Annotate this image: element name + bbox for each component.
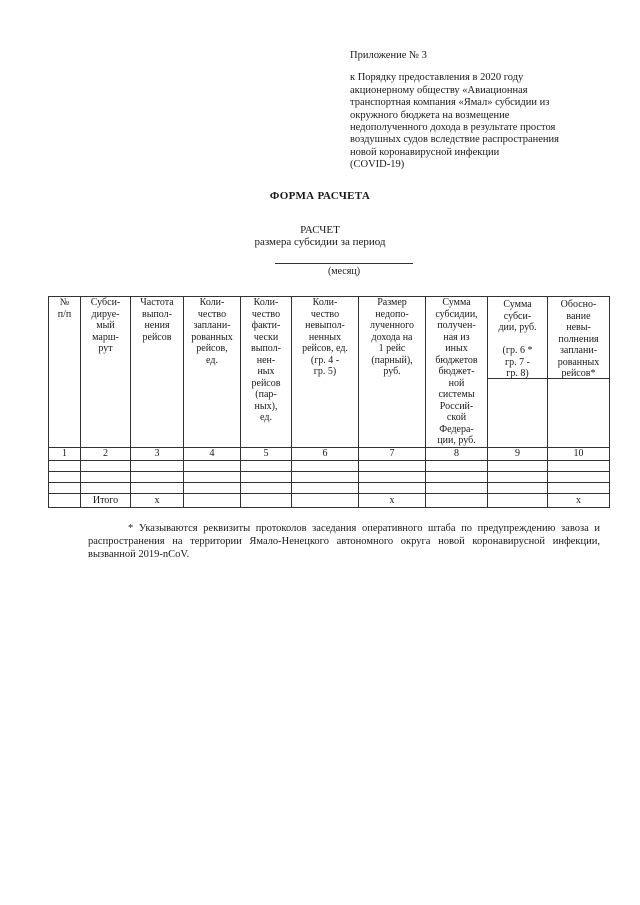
header-cell: Обосно- вание невы- полнения заплани- рованных рейсов* — [548, 297, 610, 448]
header-cell: № п/п — [49, 297, 81, 448]
table-row — [49, 461, 610, 472]
table-cell — [184, 461, 241, 472]
header-cell: Субси- дируе- мый марш- рут — [81, 297, 131, 448]
table-cell — [81, 461, 131, 472]
total-cell — [426, 494, 488, 508]
table-cell — [49, 461, 81, 472]
table-cell — [548, 472, 610, 483]
table-cell — [131, 461, 184, 472]
period-caption: (месяц) — [327, 266, 361, 277]
table-cell — [359, 483, 426, 494]
total-label: Итого — [81, 494, 131, 508]
table-cell — [184, 472, 241, 483]
total-cell — [184, 494, 241, 508]
table-row — [49, 483, 610, 494]
appendix-line: воздушных судов вследствие распространения — [350, 134, 559, 146]
appendix-line: (COVID-19) — [350, 159, 405, 171]
table-cell — [359, 461, 426, 472]
column-number: 6 — [292, 448, 359, 461]
table-cell — [49, 472, 81, 483]
table-cell — [488, 472, 548, 483]
column-number: 1 — [49, 448, 81, 461]
header-cell: Частота выпол- нения рейсов — [131, 297, 184, 448]
total-cell: х — [131, 494, 184, 508]
header-row — [49, 297, 610, 448]
total-cell — [292, 494, 359, 508]
total-cell — [488, 494, 548, 508]
appendix-line: акционерному обществу «Авиационная — [350, 84, 528, 96]
table-cell — [426, 461, 488, 472]
header-cell: Сумма субсидии, получен- ная из иных бюджетов бюджет- ной системы Россий- ской Федера- ции, руб. — [426, 297, 488, 448]
header-cell: Сумма субси- дии, руб. (гр. 6 * гр. 7 - гр. 8) — [488, 297, 548, 448]
table-cell — [81, 483, 131, 494]
appendix-block — [350, 50, 600, 172]
total-cell: х — [548, 494, 610, 508]
column-number: 5 — [241, 448, 292, 461]
appendix-line: окружного бюджета на возмещение — [350, 109, 510, 121]
table-cell — [184, 483, 241, 494]
table-cell — [49, 483, 81, 494]
table-cell — [131, 472, 184, 483]
appendix-line: транспортная компания «Ямал» субсидии из — [350, 97, 550, 109]
total-row — [49, 494, 610, 508]
table-row — [49, 472, 610, 483]
period-blank-line — [275, 263, 413, 264]
appendix-line: к Порядку предоставления в 2020 году — [350, 72, 524, 84]
total-cell: х — [359, 494, 426, 508]
table-cell — [548, 461, 610, 472]
total-cell — [241, 494, 292, 508]
appendix-line: новой коронавирусной инфекции — [350, 146, 500, 158]
appendix-line: недополученного дохода в результате простоя — [350, 122, 556, 134]
table-cell — [292, 472, 359, 483]
table-cell — [241, 483, 292, 494]
table-cell — [426, 483, 488, 494]
form-title: ФОРМА РАСЧЕТА — [269, 190, 371, 202]
table-cell — [81, 472, 131, 483]
column-number: 9 — [488, 448, 548, 461]
column-number-row — [49, 448, 610, 461]
column-number: 10 — [548, 448, 610, 461]
appendix-number: Приложение № 3 — [350, 50, 427, 61]
footnote: * Указываются реквизиты протоколов заседания оперативного штаба по предупреждению завоза и распространения на территории Ямало-Ненецкого автономного округа новой коронавирусной инфекции, вызванной 2019-nCoV. — [88, 523, 600, 560]
table-cell — [292, 483, 359, 494]
calc-title: РАСЧЕТ — [300, 224, 340, 236]
table-cell — [488, 483, 548, 494]
table-cell — [548, 483, 610, 494]
header-cell: Коли- чество факти- чески выпол- нен- ных рейсов (пар- ных), ед. — [241, 297, 292, 448]
header-cell: Коли- чество невыпол- ненных рейсов, ед. (гр. 4 - гр. 5) — [292, 297, 359, 448]
column-number: 7 — [359, 448, 426, 461]
table-cell — [426, 472, 488, 483]
table-cell — [488, 461, 548, 472]
calc-subtitle: размера субсидии за период — [254, 236, 386, 248]
column-number: 8 — [426, 448, 488, 461]
calculation-table — [48, 296, 610, 508]
table-cell — [241, 472, 292, 483]
column-number: 3 — [131, 448, 184, 461]
table-cell — [292, 461, 359, 472]
table-cell — [131, 483, 184, 494]
column-number: 2 — [81, 448, 131, 461]
column-number: 4 — [184, 448, 241, 461]
header-cell: Коли- чество заплани- рованных рейсов, ед. — [184, 297, 241, 448]
table-cell — [241, 461, 292, 472]
total-cell — [49, 494, 81, 508]
table-cell — [359, 472, 426, 483]
header-cell: Размер недопо- лученного дохода на 1 рейс (парный), руб. — [359, 297, 426, 448]
